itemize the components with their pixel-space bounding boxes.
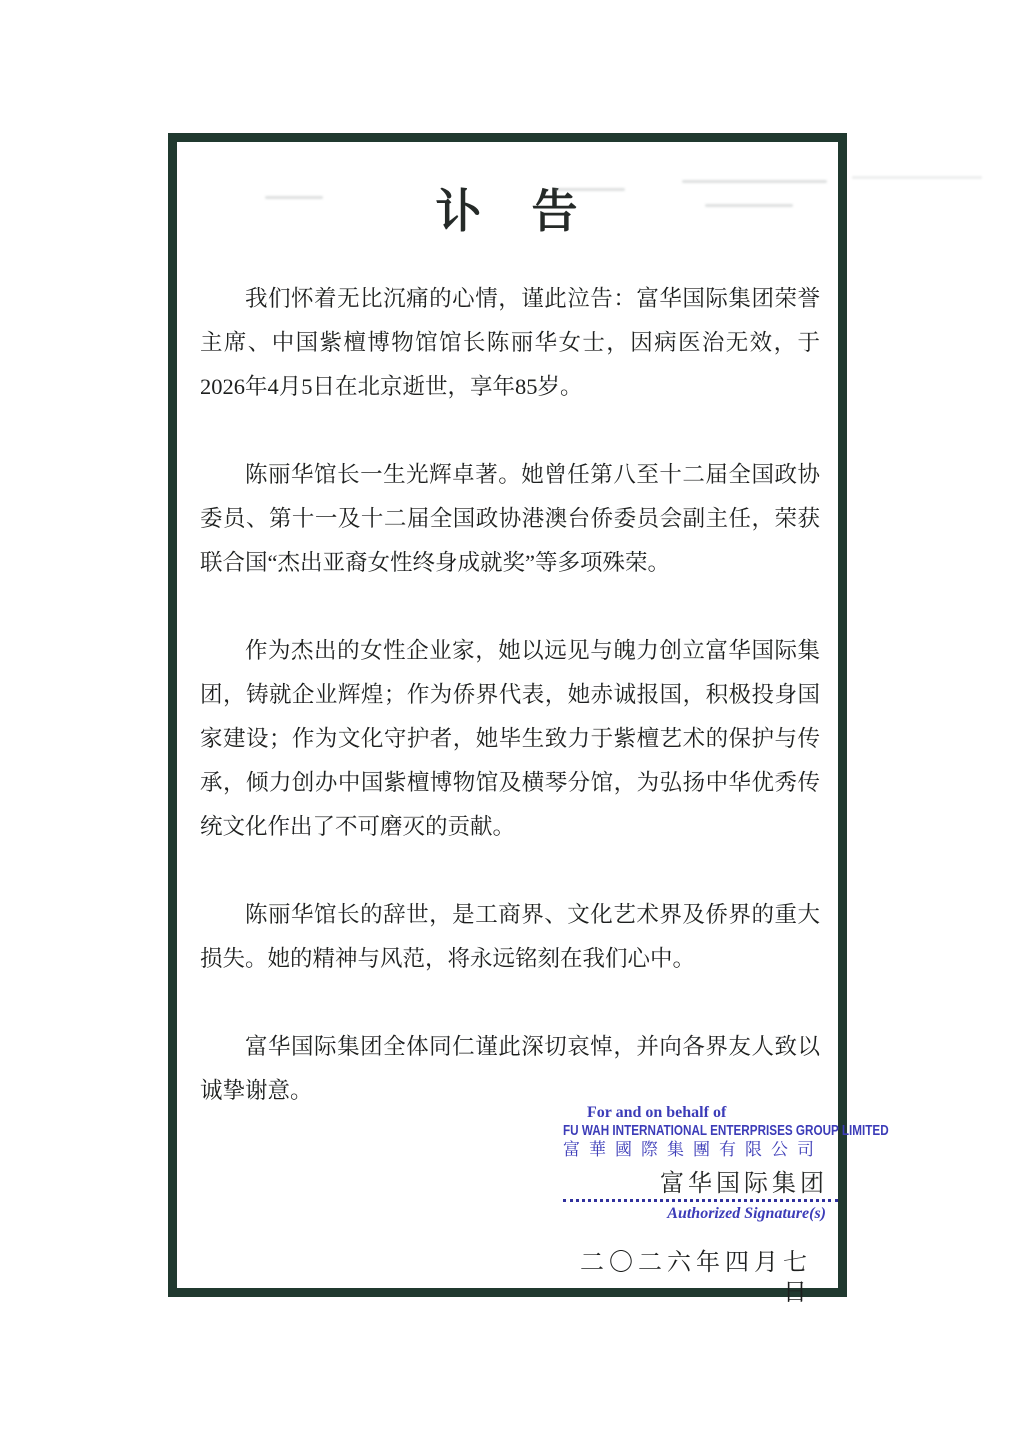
authorized-signature-label: Authorized Signature(s) <box>667 1205 826 1222</box>
obituary-paragraph-5: 富华国际集团全体同仁谨此深切哀悼，并向各界友人致以诚挚谢意。 <box>200 1034 820 1103</box>
stamp-line-chinese: 富華國際集團有限公司 <box>563 1140 823 1159</box>
document-frame <box>168 133 889 1306</box>
signature-block <box>563 1104 889 1308</box>
signature-dotted-line <box>563 1199 838 1202</box>
obituary-paragraph-2: 陈丽华馆长一生光辉卓著。她曾任第八至十二届全国政协委员、第十一及十二届全国政协港澳台侨委员会副主任，荣获联合国“杰出亚裔女性终身成就奖”等多项殊荣。 <box>200 462 820 575</box>
stamp-line-english-1: For and on behalf of <box>587 1104 727 1121</box>
company-stamp <box>563 1104 889 1160</box>
company-signature: 富华国际集团 <box>660 1171 828 1197</box>
scan-artifact <box>852 176 982 179</box>
obituary-paragraph-1: 我们怀着无比沉痛的心情，谨此泣告：富华国际集团荣誉主席、中国紫檀博物馆馆长陈丽华女士，因病医治无效，于2026年4月5日在北京逝世，享年85岁。 <box>200 286 820 399</box>
obituary-title: 讣 告 <box>435 185 580 237</box>
obituary-paragraph-3: 作为杰出的女性企业家，她以远见与魄力创立富华国际集团，铸就企业辉煌；作为侨界代表，她赤诚报国，积极投身国家建设；作为文化守护者，她毕生致力于紫檀艺术的保护与传承，倾力创办中国紫檀博物馆及横琴分馆，为弘扬中华优秀传统文化作出了不可磨灭的贡献。 <box>200 638 820 839</box>
date-line: 二〇二六年四月七日 <box>580 1250 812 1306</box>
obituary-paragraph-4: 陈丽华馆长的辞世，是工商界、文化艺术界及侨界的重大损失。她的精神与风范，将永远铭刻在我们心中。 <box>200 902 820 971</box>
stamp-line-english-2: FU WAH INTERNATIONAL ENTERPRISES GROUP LIMITED <box>563 1122 889 1139</box>
obituary-body <box>177 277 838 1113</box>
